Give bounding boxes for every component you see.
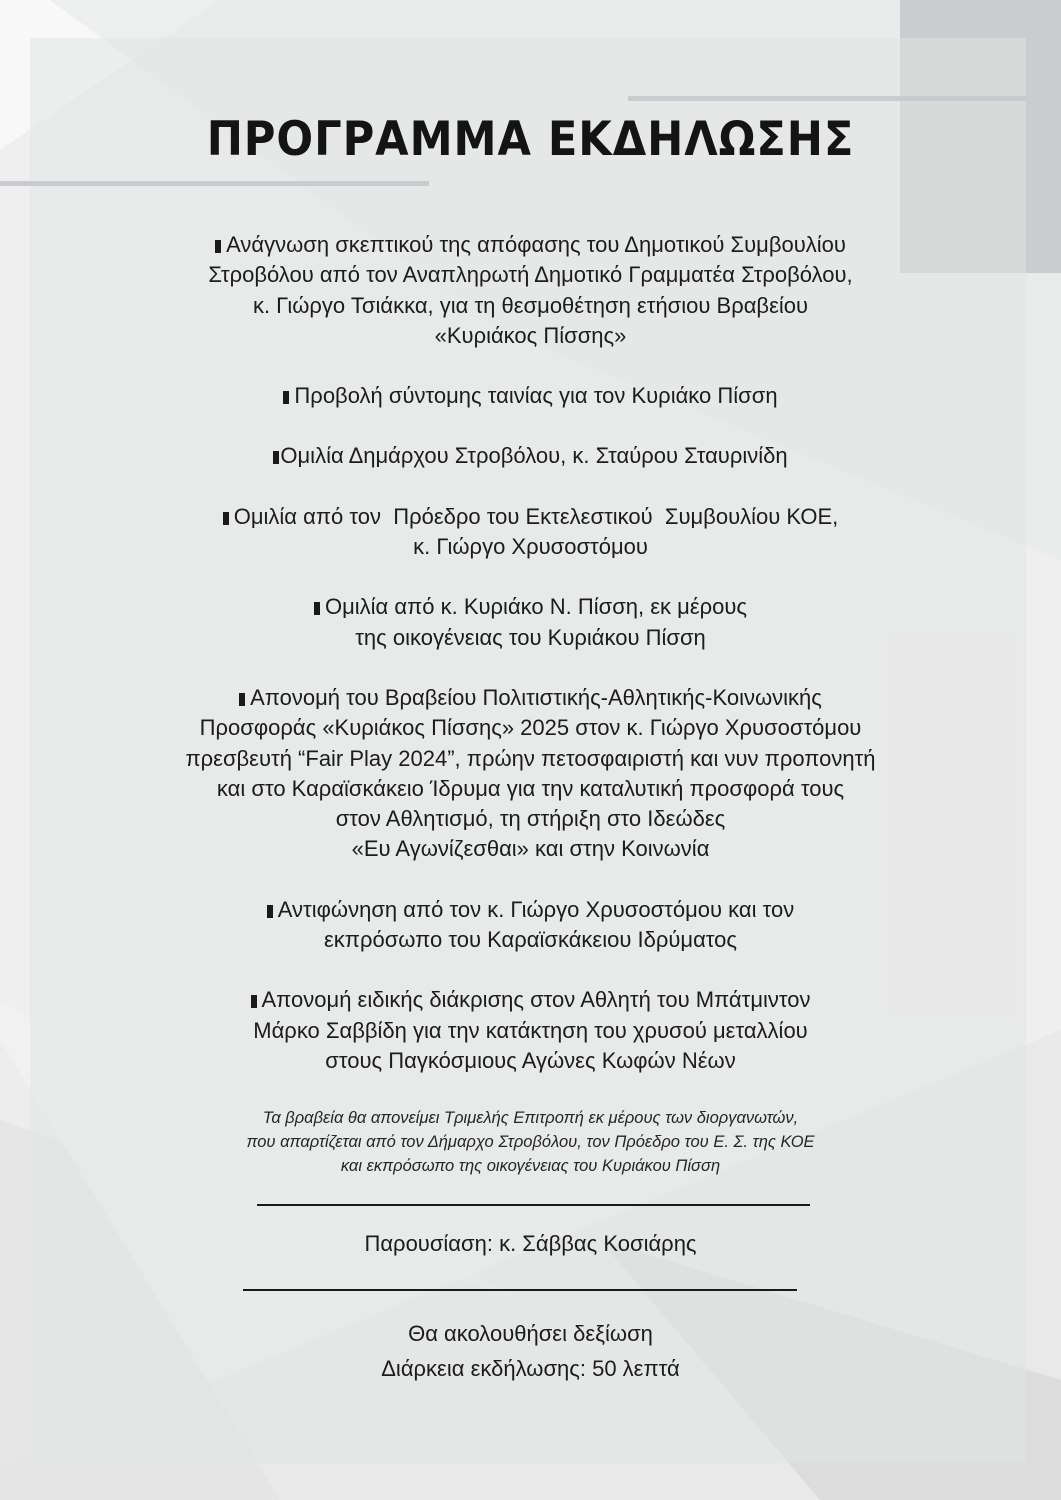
program-item (0, 683, 1061, 865)
event-footer (0, 1316, 1061, 1386)
square-bullet-icon (314, 602, 320, 615)
program-item-line: Ομιλία από τον Πρόεδρο του Εκτελεστικού Συμβουλίου ΚΟΕ, (0, 502, 1061, 532)
separator-line (257, 1204, 810, 1206)
square-bullet-icon (215, 240, 221, 253)
square-bullet-icon (283, 391, 289, 404)
duration-text: Διάρκεια εκδήλωσης: 50 λεπτά (381, 1356, 680, 1381)
program-item-line: κ. Γιώργο Τσιάκκα, για τη θεσμοθέτηση ετήσιου Βραβείου (252, 292, 809, 318)
note-line: και εκπρόσωπο της οικογένειας του Κυριάκου Πίσση (340, 1157, 721, 1175)
square-bullet-icon (273, 451, 279, 464)
program-item-line: «Κυριάκος Πίσσης» (434, 322, 627, 348)
program-item (0, 441, 1061, 471)
program-item-line: Απονομή ειδικής διάκρισης στον Αθλητή του Μπάτμιντον (0, 985, 1061, 1015)
note-line: Τα βραβεία θα απονείμει Τριμελής Επιτροπή εκ μέρους των διοργανωτών, (262, 1109, 799, 1127)
square-bullet-icon (223, 512, 229, 525)
program-item-line: Απονομή του Βραβείου Πολιτιστικής-Αθλητικής-Κοινωνικής (0, 683, 1061, 713)
square-bullet-icon (267, 905, 273, 918)
program-item (0, 895, 1061, 956)
program-item (0, 381, 1061, 411)
program-item-line: «Ευ Αγωνίζεσθαι» και στην Κοινωνία (351, 836, 710, 862)
program-item-line: Ανάγνωση σκεπτικού της απόφασης του Δημοτικού Συμβουλίου (0, 230, 1061, 260)
program-item-line: Ομιλία από κ. Κυριάκο Ν. Πίσση, εκ μέρους (0, 592, 1061, 622)
square-bullet-icon (239, 693, 245, 706)
program-item (0, 230, 1061, 351)
program-item-line: κ. Γιώργο Χρυσοστόμου (413, 534, 648, 560)
note-line: που απαρτίζεται από τον Δήμαρχο Στροβόλου, τον Πρόεδρο του Ε. Σ. της ΚΟΕ (246, 1133, 815, 1151)
program-item-line: και στο Καραϊσκάκειο Ίδρυμα για την καταλυτική προσφορά τους (216, 775, 845, 801)
separator-line (243, 1289, 797, 1291)
program-item-line: Αντιφώνηση από τον κ. Γιώργο Χρυσοστόμου και τον (0, 895, 1061, 925)
square-bullet-icon (251, 995, 257, 1008)
program-item-line: Στροβόλου από τον Αναπληρωτή Δημοτικό Γραμματέα Στροβόλου, (208, 262, 853, 288)
reception-text: Θα ακολουθήσει δεξίωση (408, 1321, 653, 1346)
program-item-line: πρεσβευτή “Fair Play 2024”, πρώην πετοσφαιριστή και νυν προπονητή (185, 745, 876, 771)
program-item-line: στους Παγκόσμιους Αγώνες Κωφών Νέων (325, 1047, 736, 1073)
program-item-line: Προσφοράς «Κυριάκος Πίσσης» 2025 στον κ. Γιώργο Χρυσοστόμου (199, 715, 862, 741)
program-item (0, 592, 1061, 653)
program-item-line: στον Αθλητισμό, τη στήριξη στο Ιδεώδες (335, 806, 726, 832)
program-item-line: Ομιλία Δημάρχου Στροβόλου, κ. Σταύρου Σταυρινίδη (0, 441, 1061, 471)
program-item (0, 985, 1061, 1076)
program-item-line: εκπρόσωπο του Καραϊσκάκειου Ιδρύματος (323, 927, 737, 953)
decorative-bar-top-right (628, 96, 1026, 101)
program-items (0, 230, 1061, 1106)
program-item-line: Προβολή σύντομης ταινίας για τον Κυριάκο Πίσση (0, 381, 1061, 411)
program-item (0, 502, 1061, 563)
page-title: ΠΡΟΓΡΑΜΜΑ ΕΚΔΗΛΩΣΗΣ (206, 112, 855, 167)
program-item-line: της οικογένειας του Κυριάκου Πίσση (355, 624, 706, 650)
program-item-line: Μάρκο Σαββίδη για την κατάκτηση του χρυσού μεταλλίου (253, 1017, 808, 1043)
awards-committee-note (0, 1106, 1061, 1178)
decorative-bar-left (0, 181, 429, 186)
presenter-text: Παρουσίαση: κ. Σάββας Κοσιάρης (364, 1231, 697, 1256)
